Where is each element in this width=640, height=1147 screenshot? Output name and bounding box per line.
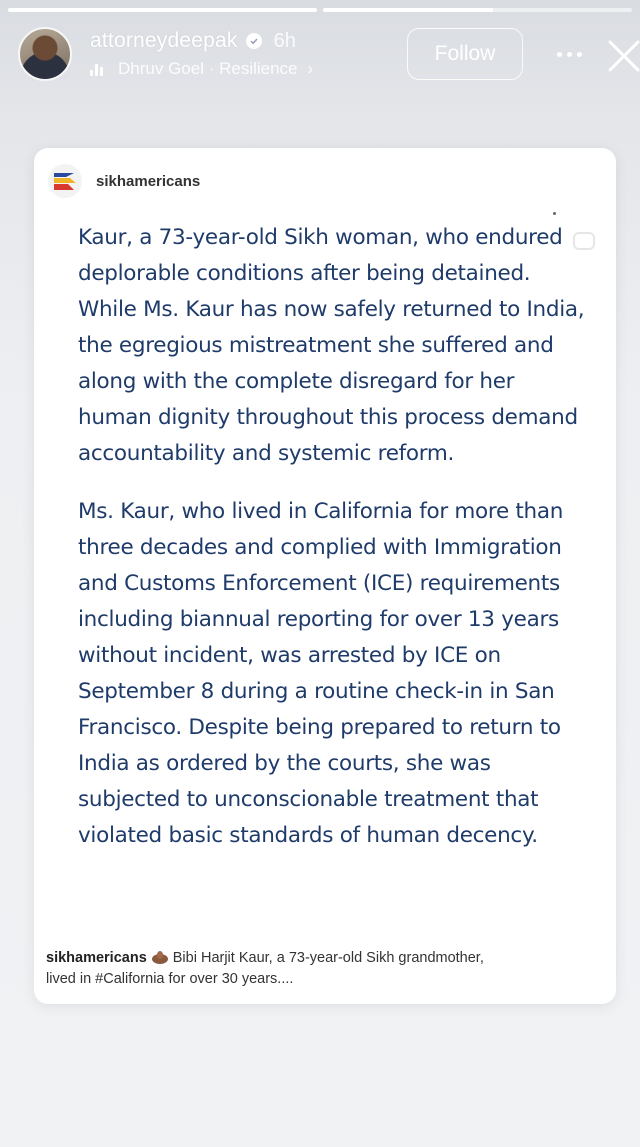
caption-username: sikhamericans — [46, 950, 147, 966]
shared-post-card[interactable] — [34, 148, 616, 1004]
chevron-right-icon: › — [307, 59, 314, 78]
progress-segment — [8, 8, 317, 12]
verified-badge-icon — [246, 33, 262, 49]
shared-post-caption[interactable] — [46, 948, 516, 990]
story-timestamp: 6h — [273, 29, 296, 52]
close-icon[interactable] — [604, 36, 640, 76]
avatar[interactable] — [18, 27, 72, 81]
story-username[interactable]: attorneydeepak — [90, 29, 238, 52]
music-attribution[interactable] — [90, 59, 313, 79]
caption-text: Bibi Harjit Kaur, a 73-year-old Sikh grandmother, lived in #California for over 30 years.... — [46, 950, 484, 987]
follow-button[interactable]: Follow — [407, 28, 523, 80]
shared-post-username[interactable]: sikhamericans — [96, 172, 201, 190]
progress-segment — [323, 8, 632, 12]
story-meta — [90, 29, 313, 79]
story-progress — [8, 8, 632, 12]
music-bars-icon — [90, 62, 108, 76]
music-title: Dhruv Goel · Resilience — [118, 59, 298, 78]
dot-mark — [553, 212, 556, 215]
more-dots-icon[interactable] — [552, 44, 586, 64]
paragraph: Ms. Kaur, who lived in California for more than three decades and complied with Immigration and Customs Enforcement (ICE) requirements including biannual reporting for over 13 years without incident, was arrested by ICE on September 8 during a routine check-in in San Francisco. Despite being prepared to return to India as ordered by the courts, she was subjected to unconscionable treatment that violated basic standards of human decency. — [78, 499, 564, 848]
paragraph: Kaur, a 73-year-old Sikh woman, who endured deplorable conditions after being detained. While Ms. Kaur has now safely returned to India, the egregious mistreatment she suffered and along with the complete disregard for her human dignity throughout this process demand accountability and systemic reform. — [78, 225, 585, 466]
story-header — [18, 24, 626, 84]
shared-post-header — [48, 164, 200, 198]
folded-hands-icon — [151, 950, 169, 964]
sikhamericans-logo-icon[interactable] — [48, 164, 82, 198]
shared-post-text — [78, 220, 588, 876]
